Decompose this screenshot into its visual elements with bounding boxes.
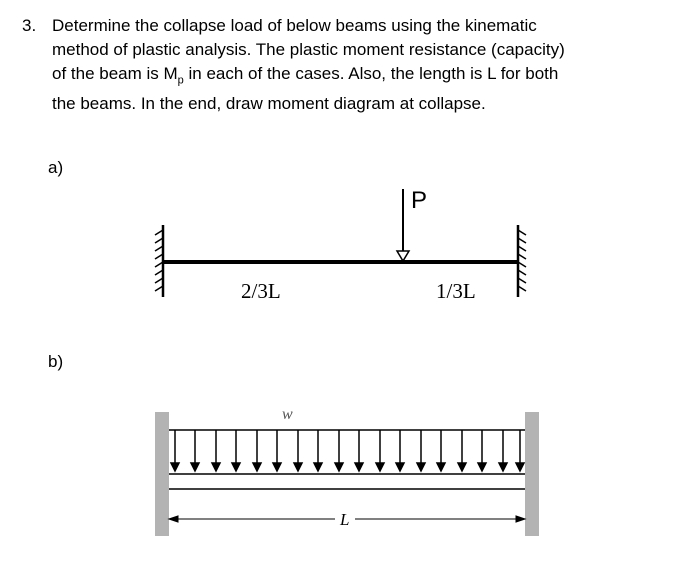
- mp-subscript: p: [177, 74, 184, 87]
- left-span-label: 2/3L: [241, 279, 281, 303]
- right-wall: [525, 412, 539, 536]
- point-load-arrow: [397, 189, 409, 261]
- question-line-1: Determine the collapse load of below beams using the kinematic: [52, 16, 537, 35]
- left-wall: [155, 412, 169, 536]
- right-span-label: 1/3L: [436, 279, 476, 303]
- figure-b-label: b): [48, 352, 64, 371]
- figure-b-diagram: [150, 395, 560, 545]
- left-fixed-support: [155, 225, 163, 297]
- right-fixed-support: [518, 225, 526, 297]
- udl-label: w: [282, 406, 293, 423]
- length-label: L: [340, 510, 350, 529]
- question-text: [52, 14, 662, 116]
- question-line-4: the beams. In the end, draw moment diagram at collapse.: [52, 94, 486, 114]
- point-load-label: P: [411, 187, 428, 214]
- question-line-3a: of the beam is M: [52, 64, 178, 83]
- question-number: 3.: [22, 16, 37, 35]
- beam-b: [169, 474, 525, 489]
- question-line-2: method of plastic analysis. The plastic moment resistance (capacity): [52, 40, 565, 59]
- figure-a-diagram: [140, 175, 560, 315]
- figure-a-label: a): [48, 158, 64, 177]
- udl-arrows: [171, 430, 524, 471]
- question-line-3b: in each of the cases. Also, the length is L for both: [183, 64, 559, 83]
